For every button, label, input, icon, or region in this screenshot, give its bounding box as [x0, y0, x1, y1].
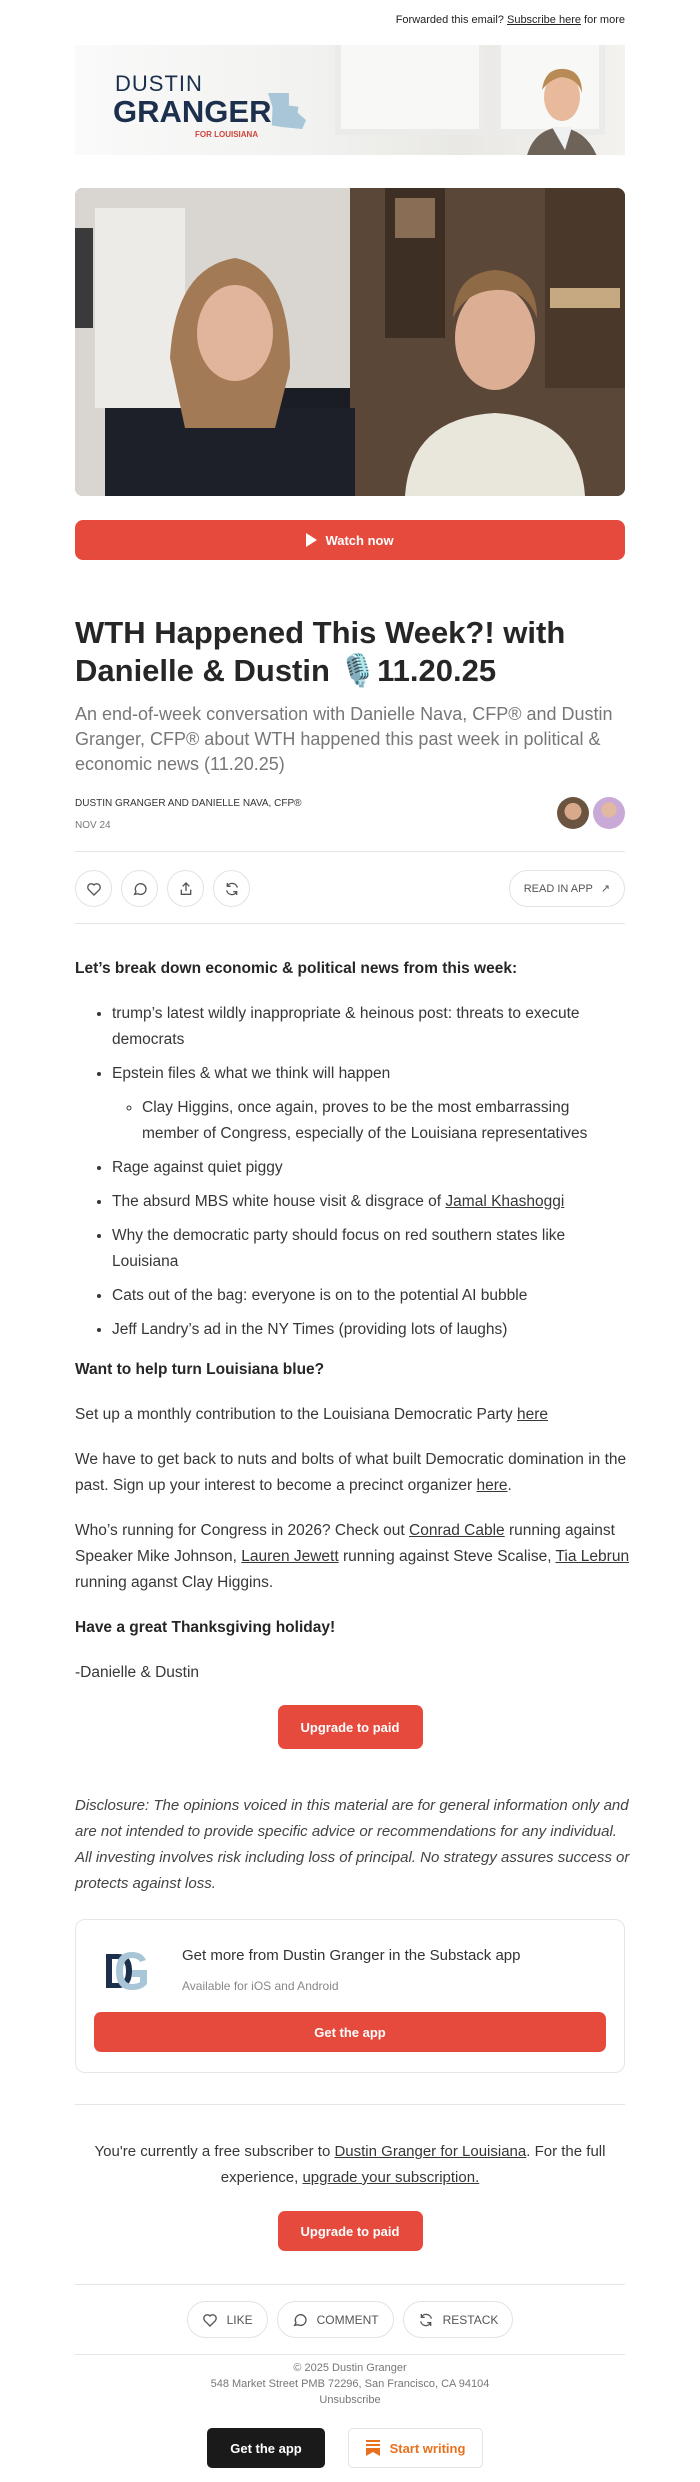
- text: running aganst Clay Higgins.: [75, 1574, 274, 1591]
- like-label: LIKE: [226, 2312, 253, 2327]
- post-meta: [75, 797, 625, 833]
- comment-icon: [132, 881, 148, 897]
- publication-logo: [104, 1950, 148, 1992]
- play-icon: [306, 533, 317, 547]
- divider: [75, 923, 625, 924]
- address: 548 Market Street PMB 72296, San Francisco, CA 94104: [210, 2378, 490, 2390]
- start-writing-label: Start writing: [389, 2440, 466, 2456]
- app-card-header: [94, 1946, 606, 1994]
- text: You're currently a free subscriber to: [94, 2143, 335, 2160]
- upgrade-subscription-link[interactable]: upgrade your subscription.: [302, 2169, 480, 2186]
- restack-icon: [418, 2312, 434, 2328]
- holiday-greeting: Have a great Thanksgiving holiday!: [75, 1619, 336, 1636]
- logo-first-name: DUSTIN: [115, 71, 203, 96]
- video-still: [75, 188, 625, 496]
- copyright: © 2025 Dustin Granger: [293, 2362, 407, 2374]
- comment-button[interactable]: [121, 870, 158, 907]
- post-title[interactable]: WTH Happened This Week?! with Danielle & Dustin 🎙️11.20.25: [75, 615, 566, 688]
- text: running against Speaker Mike Johnson,: [75, 1522, 615, 1565]
- unsubscribe-link[interactable]: Unsubscribe: [319, 2394, 381, 2406]
- avatar[interactable]: [593, 797, 625, 829]
- period: .: [507, 1477, 512, 1494]
- substack-get-app-button[interactable]: Get the app: [207, 2428, 325, 2468]
- disclosure: Disclosure: The opinions voiced in this material are for general information only and are not intended to provide specific advice or recommendations for any individual. All investing involves risk including loss of principal. No strategy assures success or protects against loss.: [75, 1797, 630, 1892]
- like-button[interactable]: [75, 870, 112, 907]
- contribution-paragraph: [75, 1402, 630, 1428]
- organizer-paragraph: [75, 1447, 630, 1499]
- video-thumbnail[interactable]: [75, 188, 625, 496]
- bottom-buttons: [65, 2428, 625, 2468]
- list-item: • Cats out of the bag: everyone is on to the potential AI bubble: [112, 1283, 630, 1309]
- footer-comment-button[interactable]: [277, 2301, 394, 2338]
- logo-tagline: FOR LOUISIANA: [195, 130, 259, 139]
- congress-paragraph: [75, 1518, 630, 1596]
- header-banner[interactable]: [75, 45, 625, 155]
- list-item-text: Epstein files & what we think will happen: [112, 1065, 391, 1082]
- watch-now-label: Watch now: [325, 532, 394, 548]
- footer-like-button[interactable]: [187, 2301, 268, 2338]
- app-card-title: Get more from Dustin Granger in the Substack app: [182, 1947, 521, 1964]
- list-item: • Rage against quiet piggy: [112, 1155, 630, 1181]
- get-app-button[interactable]: Get the app: [94, 2012, 606, 2052]
- email-column: [75, 0, 630, 2477]
- post-subtitle: An end-of-week conversation with Danielle Nava, CFP® and Dustin Granger, CFP® about WTH happened this past week in political & economic news (11.20.25): [75, 704, 613, 774]
- share-icon: [178, 881, 194, 897]
- help-heading: Want to help turn Louisiana blue?: [75, 1361, 325, 1378]
- candidate-photo: [520, 55, 605, 155]
- watch-now-button[interactable]: [75, 520, 625, 560]
- post-action-icons: [75, 870, 250, 907]
- read-in-app-button[interactable]: [509, 870, 625, 907]
- app-promo-card: [75, 1919, 625, 2073]
- comment-label: COMMENT: [316, 2312, 379, 2327]
- list-item: [112, 1061, 630, 1147]
- organizer-text: We have to get back to nuts and bolts of what built Democratic domination in the past. Sign up your interest to become a precinct organizer: [75, 1451, 627, 1494]
- organizer-link[interactable]: here: [476, 1477, 508, 1494]
- substack-logo-icon: [366, 2440, 380, 2456]
- forward-prefix: Forwarded this email?: [395, 14, 507, 26]
- post-authors[interactable]: DUSTIN GRANGER AND DANIELLE NAVA, CFP®: [75, 798, 302, 809]
- conrad-cable-link[interactable]: Conrad Cable: [409, 1522, 505, 1539]
- divider: [75, 851, 625, 852]
- signoff: -Danielle & Dustin: [75, 1664, 200, 1681]
- forward-suffix: for more: [580, 14, 625, 26]
- author-avatars: [557, 797, 625, 829]
- text: running against Steve Scalise,: [338, 1548, 556, 1565]
- contribution-text: Set up a monthly contribution to the Louisiana Democratic Party: [75, 1406, 517, 1423]
- avatar[interactable]: [557, 797, 589, 829]
- heart-icon: [86, 881, 102, 897]
- publication-link[interactable]: Dustin Granger for Louisiana: [334, 2143, 527, 2160]
- list-item: [112, 1189, 630, 1215]
- restack-icon: [224, 881, 240, 897]
- logo-last-name: GRANGER: [113, 94, 272, 129]
- subscription-notice: [75, 2139, 625, 2191]
- text: Who’s running for Congress in 2026? Check out: [75, 1522, 410, 1539]
- footer-actions: [75, 2301, 625, 2338]
- divider: [75, 2104, 625, 2105]
- tia-lebrun-link[interactable]: Tia Lebrun: [555, 1548, 630, 1565]
- list-item-text: The absurd MBS white house visit & disgrace of: [112, 1193, 446, 1210]
- khashoggi-link[interactable]: Jamal Khashoggi: [445, 1193, 565, 1210]
- contribution-link[interactable]: here: [517, 1406, 549, 1423]
- list-item: • Why the democratic party should focus on red southern states like Louisiana: [112, 1223, 630, 1275]
- start-writing-button[interactable]: [348, 2428, 483, 2468]
- heart-icon: [202, 2312, 218, 2328]
- intro-heading: Let’s break down economic & political news from this week:: [75, 960, 518, 977]
- footer-info: [75, 2360, 625, 2408]
- divider: [75, 2284, 625, 2285]
- divider: [75, 2354, 625, 2355]
- list-item: • Jeff Landry’s ad in the NY Times (providing lots of laughs): [112, 1317, 630, 1343]
- app-card-text: [182, 1946, 521, 1994]
- read-in-app-label: READ IN APP: [523, 882, 593, 895]
- lauren-jewett-link[interactable]: Lauren Jewett: [241, 1548, 339, 1565]
- post-body: [75, 956, 630, 1686]
- byline: [75, 797, 301, 833]
- post-actions: [75, 870, 625, 907]
- upgrade-to-paid-button[interactable]: Upgrade to paid: [278, 1705, 423, 1749]
- upgrade-row: [75, 1705, 625, 1749]
- post-date: NOV 24: [75, 820, 111, 831]
- restack-label: RESTACK: [442, 2312, 499, 2327]
- footer-upgrade-button[interactable]: Upgrade to paid: [278, 2211, 423, 2251]
- subscribe-link[interactable]: Subscribe here: [506, 14, 581, 26]
- arrow-up-right-icon: ↗: [600, 883, 610, 895]
- app-card-subtitle: Available for iOS and Android: [182, 1979, 339, 1993]
- list-item: • trump’s latest wildly inappropriate & heinous post: threats to execute democrats: [112, 1001, 630, 1053]
- share-button[interactable]: [167, 870, 204, 907]
- text: . For the full experience,: [220, 2143, 606, 2186]
- window-decoration: [335, 45, 485, 135]
- restack-button[interactable]: [213, 870, 250, 907]
- footer-restack-button[interactable]: [403, 2301, 514, 2338]
- comment-icon: [292, 2312, 308, 2328]
- footer-upgrade-row: [75, 2211, 625, 2251]
- forwarded-notice: [75, 12, 625, 32]
- sub-list-item: ◦ Clay Higgins, once again, proves to be the most embarrassing member of Congress, especially of the Louisiana representatives: [142, 1095, 630, 1147]
- louisiana-map-icon: [268, 93, 306, 129]
- topic-list: [75, 1001, 630, 1343]
